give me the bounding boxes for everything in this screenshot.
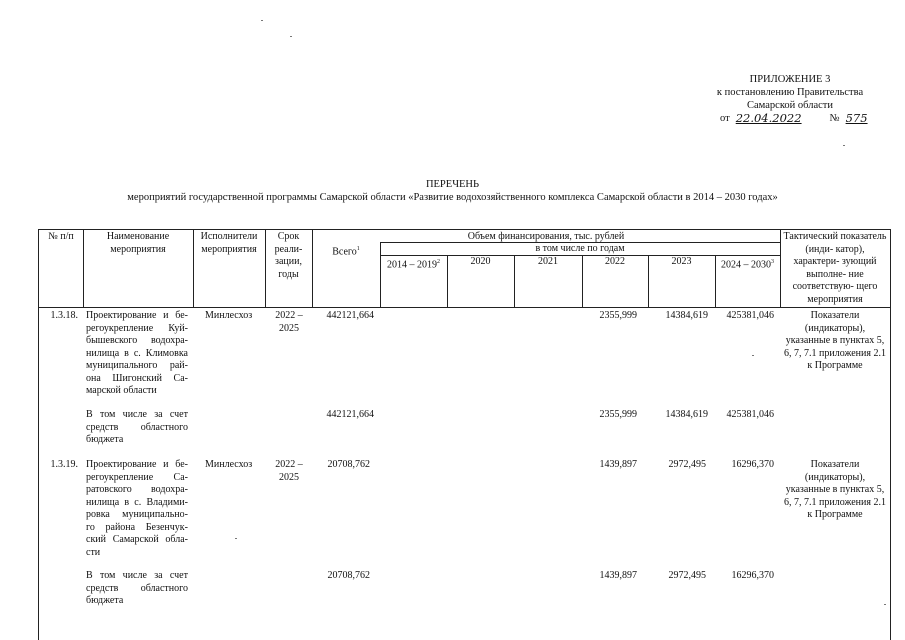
appendix-line-1: к постановлению Правительства (716, 87, 864, 98)
subrow-2022: 2355,999 (599, 409, 637, 420)
header-funding: Объем финансирования, тыс. рублей (467, 231, 625, 242)
subrow-2023: 2972,495 (668, 570, 706, 581)
header-by-years: в том числе по годам (535, 243, 625, 254)
header-2023: 2023 (671, 256, 692, 267)
row-executor: Минлесхоз (205, 310, 253, 321)
subrow-2023: 14384,619 (665, 409, 708, 420)
header-indicator: Тактический показатель (инди- катор), характери- зующий выполне- ние соответствую- щего мероприятия (783, 231, 887, 305)
header-name: Наименование мероприятия (106, 231, 170, 255)
document-subtitle: мероприятий государственной программы Самарской области «Развитие водохозяйственного комплекса Самарской области в 2014 – 2030 годах» (127, 192, 778, 203)
header-2024: 2024 – 2030$^3$ (721, 259, 774, 271)
appendix-date-row (700, 112, 880, 125)
appendix-block (700, 73, 880, 125)
header-2020: 2020 (470, 256, 491, 267)
row-term: 2022 – 2025 (275, 459, 303, 483)
row-indicator: Показатели (индикаторы), указанные в пунктах 5, 6, 7, 7.1 приложения 2.1 к Программе (784, 459, 886, 520)
subrow-2022: 1439,897 (599, 570, 637, 581)
subrow-name: В том числе за счет средств областного бюджета (86, 570, 188, 606)
document-title: ПЕРЕЧЕНЬ (425, 179, 480, 190)
header-num: № п/п (48, 231, 74, 242)
number-prefix: № (829, 113, 840, 124)
date-prefix: от (720, 113, 730, 124)
appendix-line-2: Самарской области (747, 100, 833, 111)
row-2022: 2355,999 (599, 310, 637, 321)
row-total: 442121,664 (326, 310, 374, 321)
row-total: 20708,762 (327, 459, 370, 470)
header-2021: 2021 (538, 256, 558, 267)
subrow-2024: 425381,046 (726, 409, 774, 420)
header-2022: 2022 (605, 256, 625, 267)
row-2024: 425381,046 (726, 310, 774, 321)
subrow-total: 442121,664 (326, 409, 374, 420)
row-term: 2022 – 2025 (275, 310, 303, 334)
handwritten-number: 575 (845, 111, 868, 125)
row-num: 1.3.19. (50, 459, 78, 470)
subrow-2024: 16296,370 (731, 570, 774, 581)
row-indicator: Показатели (индикаторы), указанные в пунктах 5, 6, 7, 7.1 приложения 2.1 к Программе (784, 310, 886, 371)
row-name: Проектирование и бе- регоукрепление Са- ратовского водохра- нилища в с. Владими- ровка муниципально- го района Безенчук- ский Самарской обла- сти (86, 459, 188, 558)
subrow-total: 20708,762 (327, 570, 370, 581)
handwritten-date: 22.04.2022 (735, 111, 802, 125)
subrow-name: В том числе за счет средств областного бюджета (86, 409, 188, 445)
row-2023: 2972,495 (668, 459, 706, 470)
header-executor: Исполнители мероприятия (200, 231, 258, 255)
row-2024: 16296,370 (731, 459, 774, 470)
row-executor: Минлесхоз (205, 459, 253, 470)
row-num: 1.3.18. (50, 310, 78, 321)
appendix-title: ПРИЛОЖЕНИЕ 3 (749, 74, 831, 85)
header-total: Всего$^1$ (332, 246, 360, 258)
header-term: Срок реали- зации, годы (274, 231, 303, 280)
row-2023: 14384,619 (665, 310, 708, 321)
row-name: Проектирование и бе- регоукрепление Куй- бышевского водохра- нилища в с. Климовка муниципального рай- она Шигонский Са- марской области (86, 310, 188, 396)
header-2014: 2014 – 2019$^2$ (387, 259, 440, 271)
row-2022: 1439,897 (599, 459, 637, 470)
